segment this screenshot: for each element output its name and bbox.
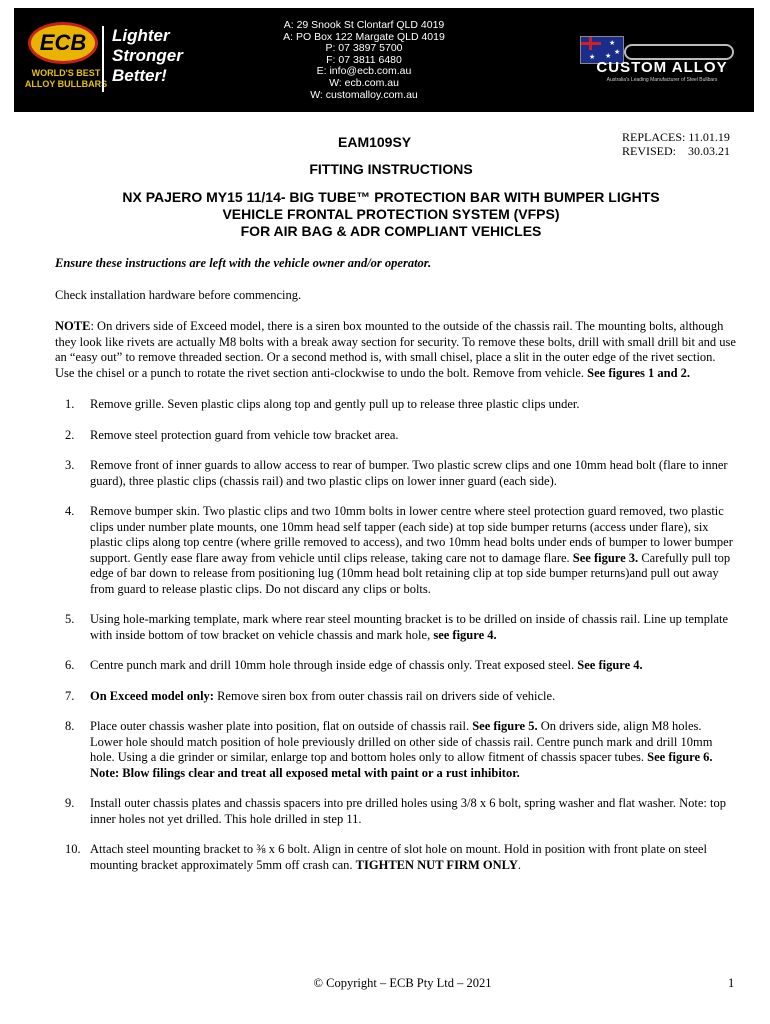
contact-website-customalloy[interactable]: W: customalloy.com.au: [310, 88, 418, 101]
step-item: 6. Centre punch mark and drill 10mm hole through inside edge of chassis only. Treat exposed steel. See figure 4.: [65, 658, 643, 672]
ecb-logo-tagline: WORLD'S BEST ALLOY BULLBARS: [24, 68, 108, 89]
contact-website-ecb[interactable]: W: ecb.com.au: [329, 76, 399, 89]
note-paragraph: NOTE: On drivers side of Exceed model, there is a siren box mounted to the outside of the chassis rail. The mounting bolts, although they look like rivets are actually M8 bolts with a break away section for security. To remove these bolts, drill with small drill bit and use an “easy out” to remove threaded section. Or a second method is, with small chisel, place a slit in the outer edge of the rivet section. Use the chisel or a punch to rotate the rivet section anti-clockwise to undo the bolt. Remove from vehicle. See figures 1 and 2.: [55, 319, 736, 380]
document-number: EAM109SY: [338, 134, 412, 150]
check-hardware-note: Check installation hardware before commencing.: [55, 287, 302, 302]
step-item: 9. Install outer chassis plates and chassis spacers into pre drilled holes using 3/8 x 6 bolt, spring washer and flat washer. Note: top inner holes not yet drilled. This hole drilled in step 11.: [65, 796, 726, 826]
contact-email[interactable]: E: info@ecb.com.au: [316, 65, 412, 78]
custom-alloy-subtitle: Australia's Leading Manufacturer of Steel Bullbars: [606, 77, 718, 83]
custom-alloy-logo: [580, 32, 740, 88]
document-heading: FITTING INSTRUCTIONS: [309, 161, 473, 177]
replaces-date: 11.01.19: [688, 130, 730, 144]
step-item: 7. On Exceed model only: Remove siren box from outer chassis rail on drivers side of vehicle.: [65, 688, 556, 703]
title-line-1: NX PAJERO MY15 11/14- BIG TUBE™ PROTECTION BAR WITH BUMPER LIGHTS: [122, 189, 660, 205]
ecb-logo: [24, 22, 108, 98]
australian-flag-icon: ★ ★ ★ ★: [580, 36, 624, 64]
revised-date: 30.03.21: [688, 144, 730, 158]
contact-details: [264, 20, 464, 101]
contact-po-box: A: PO Box 122 Margate QLD 4019: [283, 30, 445, 43]
steps-list: [55, 397, 737, 873]
ensure-notice: Ensure these instructions are left with the vehicle owner and/or operator.: [55, 256, 432, 270]
step-item: 3. Remove front of inner guards to allow access to rear of bumper. Two plastic screw clips and one 10mm head bolt (flare to inner guard), three plastic clips (chassis rail) and two plastic clips on lower inner guard (each side).: [65, 458, 728, 488]
slogan: Lighter Stronger Better!: [102, 26, 183, 92]
step-item: 4. Remove bumper skin. Two plastic clips and two 10mm bolts in lower centre where steel protection guard removed, two plastic clips under number plate mounts, one 10mm head self tapper (each side) at top side bumper returns (access under flare), six plastic clips along top centre (where grille removed to access), and two 10mm head bolts under ends of bumper to lower bumper support. Gently ease flare away from vehicle until clips release, taking care not to damage flare. See figure 3. Carefully pull top edge of bar down to release from positioning lug (10mm head bolt retaining clip at top side bumper returns)and pull out away from guard to release plastic clips. Do not discard any clips or bolts.: [65, 504, 733, 596]
bullbar-outline-icon: [624, 44, 734, 60]
title-line-3: FOR AIR BAG & ADR COMPLIANT VEHICLES: [240, 223, 542, 239]
revision-info: REPLACES: 11.01.19 REVISED: 30.03.21: [622, 130, 730, 158]
step-item: 8. Place outer chassis washer plate into position, flat on outside of chassis rail. See figure 5. On drivers side, align M8 holes. Lower hole should match position of hole previously drilled on other side of chassis rail. Centre punch mark and drill 10mm hole. Using a die grinder or similar, enlarge top and bottom holes only to allow fitment of chassis spacer tubes. See figure 6. Note: Blow filings clear and treat all exposed metal with paint or a rust inhibitor.: [65, 719, 713, 780]
contact-address: A: 29 Snook St Clontarf QLD 4019: [283, 19, 445, 31]
custom-alloy-wordmark: CUSTOM ALLOY: [596, 59, 728, 76]
product-title: [0, 189, 770, 240]
title-line-2: VEHICLE FRONTAL PROTECTION SYSTEM (VFPS): [222, 206, 560, 222]
step-item: 2. Remove steel protection guard from vehicle tow bracket area.: [65, 427, 399, 442]
copyright-footer: © Copyright – ECB Pty Ltd – 2021: [313, 976, 492, 990]
page-number: 1: [728, 976, 735, 990]
letterhead-banner: [14, 8, 754, 112]
instructions-body: [55, 256, 737, 888]
contact-phone: P: 07 3897 5700: [325, 42, 403, 55]
ecb-logo-oval: ECB: [28, 22, 98, 64]
step-item: 10. Attach steel mounting bracket to ⅜ x 6 bolt. Align in centre of slot hole on mount. Hold in position with front plate on steel mounting bracket approximately 5mm off crash can. TIGHTEN NUT FIRM ONLY.: [65, 842, 707, 872]
step-item: 5. Using hole-marking template, mark where rear steel mounting bracket is to be drilled on inside of chassis rail. Line up template with inside bottom of tow bracket on vehicle chassis and mark hole, see figure 4.: [65, 612, 729, 642]
contact-fax: F: 07 3811 6480: [326, 53, 402, 66]
step-item: 1. Remove grille. Seven plastic clips along top and gently pull up to release three plastic clips under.: [65, 397, 580, 411]
